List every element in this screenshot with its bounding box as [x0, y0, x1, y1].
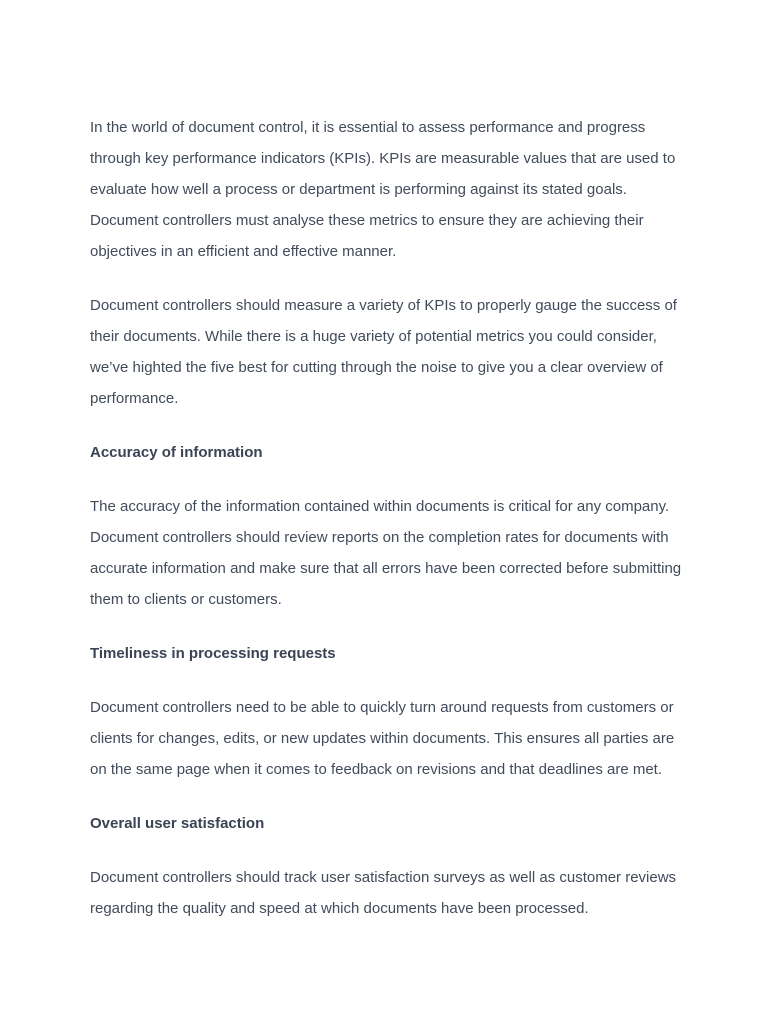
section-body-user-satisfaction: Document controllers should track user satisfaction surveys as well as customer reviews regarding the quality and speed at which documents have been processed. [90, 869, 677, 917]
section-body-timeliness: Document controllers need to be able to quickly turn around requests from customers or clients for changes, edits, or new updates within documents. This ensures all parties are on the same page when it comes to feedback on revisions and that deadlines are met. [90, 699, 675, 778]
article-body [90, 112, 682, 924]
section-heading-accuracy: Accuracy of information [90, 444, 263, 461]
section-body-accuracy: The accuracy of the information contained within documents is critical for any company. Document controllers should review reports on the completion rates for documents with accurate information and make sure that all errors have been corrected before submitting them to clients or customers. [90, 498, 682, 608]
intro-paragraph-1: In the world of document control, it is essential to assess performance and progress through key performance indicators (KPIs). KPIs are measurable values that are used to evaluate how well a process or department is performing against its stated goals. Document controllers must analyse these metrics to ensure they are achieving their objectives in an efficient and effective manner. [90, 119, 676, 260]
section-heading-timeliness: Timeliness in processing requests [90, 645, 336, 662]
intro-paragraph-2: Document controllers should measure a variety of KPIs to properly gauge the success of their documents. While there is a huge variety of potential metrics you could consider, we’ve highted the five best for cutting through the noise to give you a clear overview of performance. [90, 297, 677, 407]
section-heading-user-satisfaction: Overall user satisfaction [90, 815, 265, 832]
